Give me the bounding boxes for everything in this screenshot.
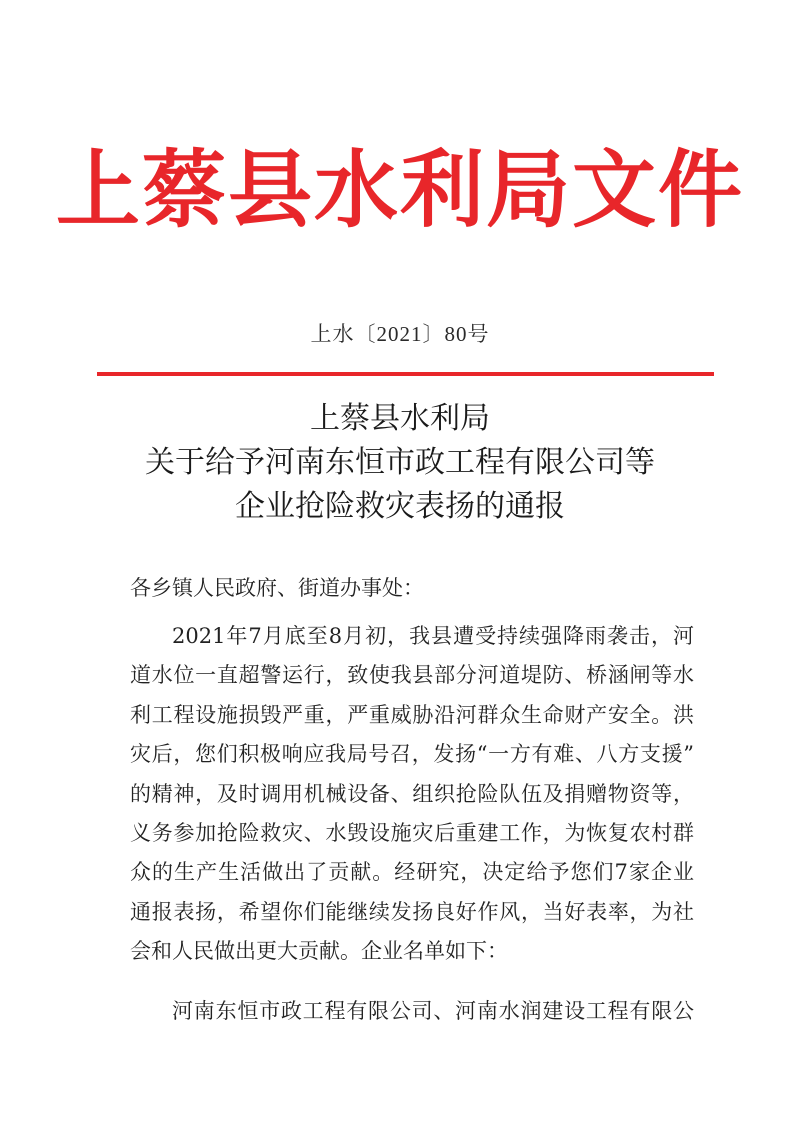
notice-title	[0, 397, 800, 529]
doc-number: 上水〔2021〕80号	[310, 322, 490, 346]
title-line-1: 上蔡县水利局	[310, 401, 490, 436]
paragraph-line: 众的生产生活做出了贡献。经研究，决定给予您们7家企业	[130, 860, 694, 885]
title-line-3: 企业抢险救灾表扬的通报	[235, 489, 565, 524]
paragraph-line: 灾后，您们积极响应我局号召，发扬“一方有难、八方支援”	[130, 742, 694, 767]
company-list-line: 河南东恒市政工程有限公司、河南水润建设工程有限公	[172, 999, 694, 1023]
org-header-title: 上蔡县水利局文件	[55, 145, 744, 238]
body-paragraph	[130, 617, 694, 972]
red-divider-line	[97, 372, 714, 376]
paragraph-line: 会和人民做出更大贡献。企业名单如下：	[130, 939, 508, 964]
paragraph-line: 利工程设施损毁严重，严重威胁沿河群众生命财产安全。洪	[130, 702, 694, 727]
paragraph-line: 通报表扬，希望你们能继续发扬良好作风，当好表率，为社	[130, 899, 694, 924]
paragraph-line: 2021年7月底至8月初，我县遭受持续强降雨袭击，河	[172, 624, 694, 648]
salutation: 各乡镇人民政府、街道办事处：	[130, 576, 424, 600]
title-line-2: 关于给予河南东恒市政工程有限公司等	[145, 445, 655, 480]
paragraph-line: 义务参加抢险救灾、水毁设施灾后重建工作，为恢复农村群	[130, 820, 694, 845]
paragraph-line: 道水位一直超警运行，致使我县部分河道堤防、桥涵闸等水	[130, 663, 694, 688]
paragraph-line: 的精神，及时调用机械设备、组织抢险队伍及捐赠物资等，	[130, 781, 694, 806]
